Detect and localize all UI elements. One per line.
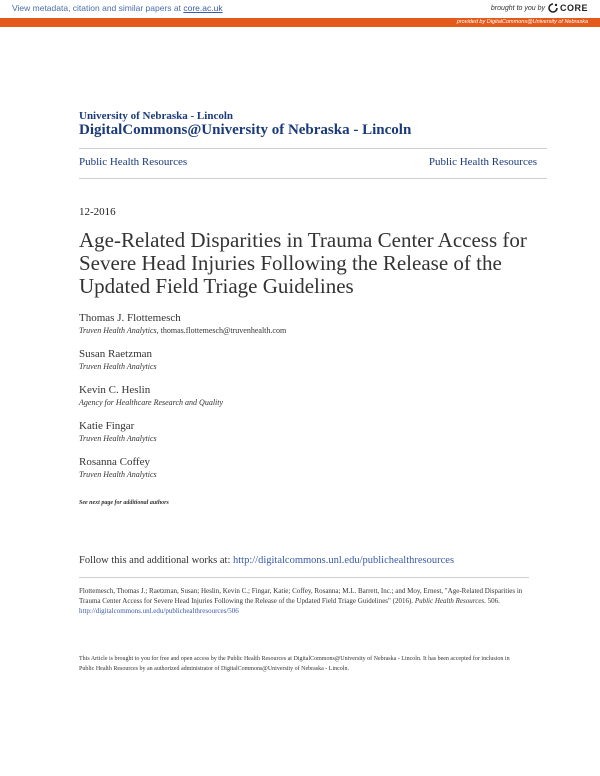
provided-by-text: provided by DigitalCommons@University of Nebraska bbox=[456, 19, 588, 25]
collection-link-right[interactable]: Public Health Resources bbox=[428, 156, 537, 168]
author-affiliation: Truven Health Analytics bbox=[79, 362, 157, 371]
author-entry bbox=[79, 312, 549, 336]
citation-number: . 506. bbox=[484, 597, 500, 605]
author-affiliation: Truven Health Analytics, thomas.flottemesch@truvenhealth.com bbox=[79, 326, 287, 335]
author-entry bbox=[79, 384, 549, 408]
author-entry bbox=[79, 456, 549, 480]
access-notice: This Article is brought to you for free and open access by the Public Health Resources at DigitalCommons@University of Nebraska - Lincoln. It has been accepted for inclusion in Public Health Resources by an authorized administrator of DigitalCommons@University of Nebraska - Lincoln. bbox=[79, 656, 510, 672]
author-affiliation: Agency for Healthcare Research and Quality bbox=[79, 398, 224, 407]
citation-link[interactable]: http://digitalcommons.unl.edu/publichealthresources/506 bbox=[79, 607, 239, 615]
author-affiliation: Truven Health Analytics bbox=[79, 470, 157, 479]
core-logo-icon bbox=[548, 3, 558, 13]
core-link[interactable]: core.ac.uk bbox=[183, 3, 223, 13]
article-title: Age-Related Disparities in Trauma Center Access for Severe Head Injuries Following the Release of the Updated Field Triage Guidelines bbox=[79, 228, 527, 298]
brought-by bbox=[491, 3, 588, 13]
citation-journal: Public Health Resources bbox=[414, 597, 485, 605]
follow-prefix: Follow this and additional works at: bbox=[79, 555, 233, 566]
author-list bbox=[79, 312, 549, 492]
divider-top bbox=[79, 148, 547, 149]
follow-line bbox=[79, 555, 454, 566]
author-entry bbox=[79, 348, 549, 372]
author-name: Thomas J. Flottemesch bbox=[79, 312, 181, 324]
publication-date: 12-2016 bbox=[79, 206, 116, 218]
author-name: Susan Raetzman bbox=[79, 348, 153, 360]
author-name: Rosanna Coffey bbox=[79, 456, 150, 468]
collection-link-left[interactable]: Public Health Resources bbox=[79, 156, 188, 168]
see-next-page-note: See next page for additional authors bbox=[79, 500, 169, 506]
repository-name[interactable]: DigitalCommons@University of Nebraska - Lincoln bbox=[79, 122, 412, 138]
author-name: Kevin C. Heslin bbox=[79, 384, 151, 396]
core-metadata-text bbox=[12, 3, 223, 13]
author-entry bbox=[79, 420, 549, 444]
institution-name[interactable]: University of Nebraska - Lincoln bbox=[79, 110, 233, 122]
author-name: Katie Fingar bbox=[79, 420, 135, 432]
brought-by-text: brought to you by bbox=[490, 4, 545, 12]
divider-follow bbox=[79, 577, 529, 578]
provider-bar bbox=[0, 18, 600, 27]
core-top-bar bbox=[0, 0, 600, 18]
core-label: CORE bbox=[559, 3, 588, 13]
metadata-prefix: View metadata, citation and similar papers at bbox=[12, 3, 184, 13]
citation-text: Flottemesch, Thomas J.; Raetzman, Susan; Heslin, Kevin C.; Fingar, Katie; Coffey, Rosanna; M.L. Barrett, Inc.; and Moy, Ernest, "Age-Related Disparities in Trauma Center Access for Severe Head Injuries Following the Release of the Updated Field Triage Guidelines" (2016). bbox=[79, 587, 523, 605]
core-logo[interactable] bbox=[548, 3, 588, 13]
author-affiliation: Truven Health Analytics bbox=[79, 434, 157, 443]
follow-link[interactable]: http://digitalcommons.unl.edu/publichealthresources bbox=[233, 555, 455, 566]
citation-block bbox=[79, 586, 524, 616]
divider-bottom bbox=[79, 178, 547, 179]
